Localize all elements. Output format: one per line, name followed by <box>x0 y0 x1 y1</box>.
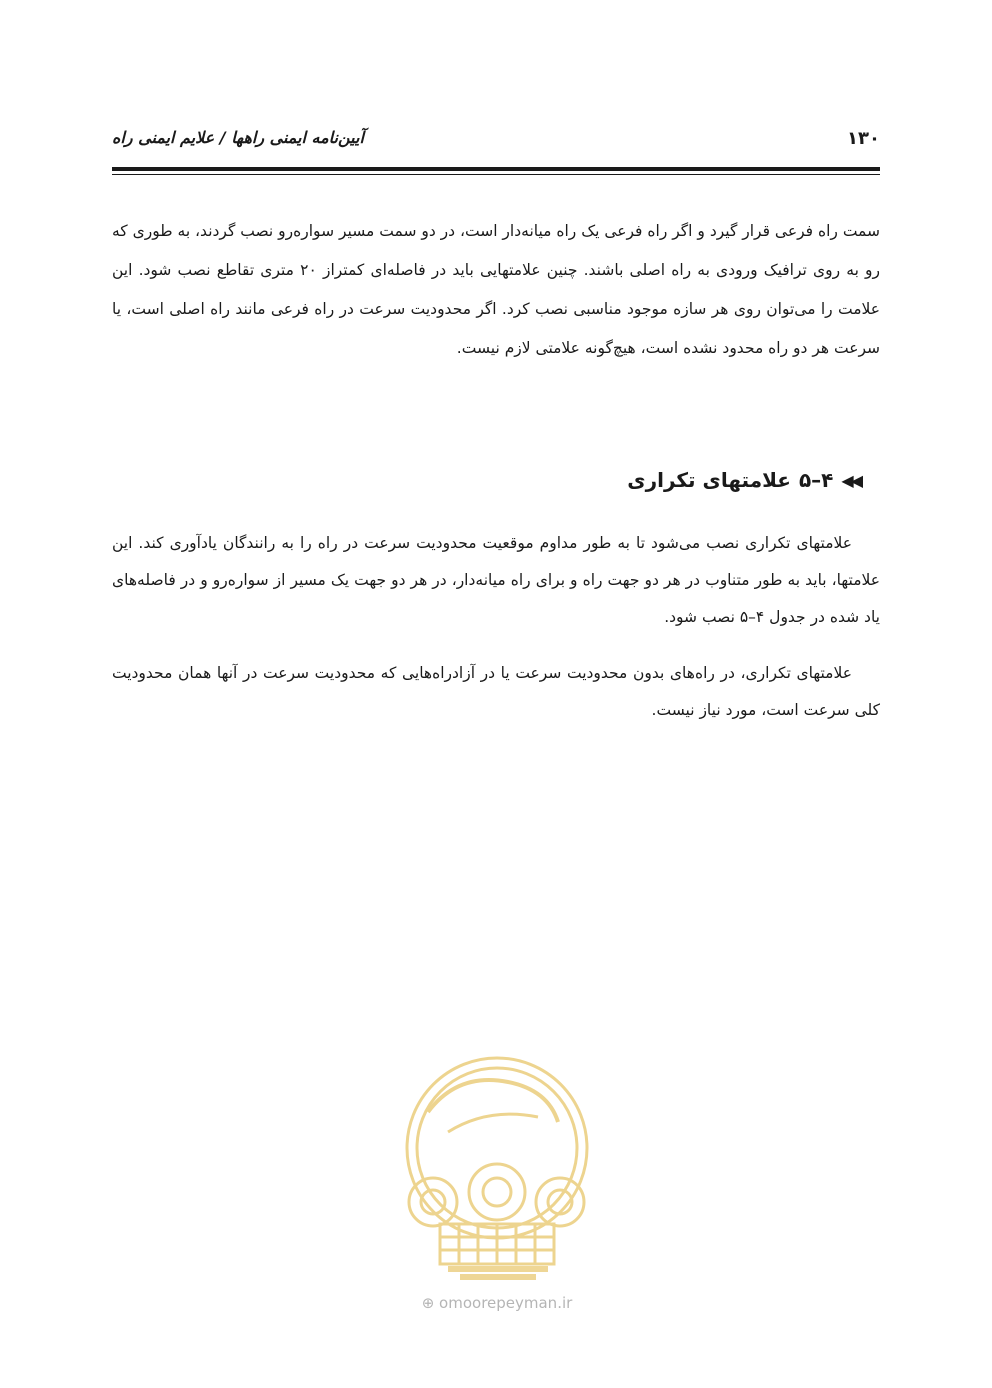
watermark-url <box>390 1294 604 1312</box>
paragraph-continuation: سمت راه فرعی قرار گیرد و اگر راه فرعی یک راه میانه‌دار است، در دو سمت مسیر سواره‌رو نصب گردند، به طوری که رو به روی ترافیک ورودی به راه اصلی باشند. چنین علامتهایی باید در فاصله‌ای کمتراز ۲۰ متری تقاطع نصب شود. این علامت را می‌توان روی هر سازه موجود مناسبی نصب کرد. اگر محدودیت سرعت در راه فرعی مانند راه اصلی است، یا سرعت هر دو راه محدود نشده است، هیچ‌گونه علامتی لازم نیست. <box>112 222 881 357</box>
paragraph-repeated-signs: علامتهای تکراری نصب می‌شود تا به طور مداوم موقعیت محدودیت سرعت در راه را به رانندگان یادآوری کند. این علامتها، باید به طور متناوب در هر دو جهت راه و برای راه میانه‌دار، در هر دو جهت یک مسیر از سواره‌رو و در فاصله‌های یاد شده در جدول ۴–۵ نصب شود. <box>112 534 880 626</box>
section-number: ۴–۵ <box>798 468 834 492</box>
page-number: ۱۳۰ <box>847 128 880 149</box>
watermark-logo <box>388 1052 606 1288</box>
header-rule-thick <box>112 167 880 171</box>
double-arrow-icon: ◀◀ <box>841 470 860 490</box>
header-rule-thin <box>112 174 880 175</box>
watermark-logo-icon <box>388 1052 606 1288</box>
section-heading <box>627 468 860 492</box>
running-title: آیین‌نامه ایمنی راهها / علایم ایمنی راه <box>112 128 364 147</box>
page-header <box>112 128 880 178</box>
watermark-url-text: omoorepeyman.ir <box>439 1294 573 1312</box>
globe-icon: ⊕ <box>421 1294 435 1312</box>
section-title: علامتهای تکراری <box>627 468 791 492</box>
paragraph-not-required: علامتهای تکراری، در راه‌های بدون محدودیت سرعت یا در آزادراه‌هایی که محدودیت سرعت در آنها همان محدودیت کلی سرعت است، مورد نیاز نیست. <box>112 664 880 719</box>
